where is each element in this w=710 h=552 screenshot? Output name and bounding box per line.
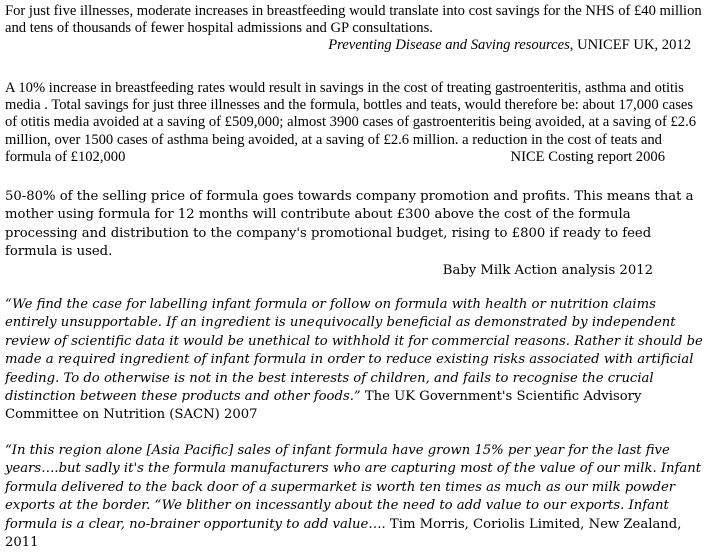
coriolis-paragraph <box>5 442 705 552</box>
nice-paragraph <box>5 80 705 166</box>
nice-source: NICE Costing report 2006 <box>510 148 665 165</box>
unicef-source-org: , UNICEF UK, 2012 <box>569 37 691 54</box>
sacn-source: The UK Government's Scientific Advisory Committee on Nutrition (SACN) 2007 <box>5 389 642 423</box>
bma-paragraph <box>5 188 705 280</box>
nice-text <box>5 80 705 166</box>
unicef-text: For just five illnesses, moderate increases in breastfeeding would translate into cost savings for the NHS of £40 million and tens of thousands of fewer hospital admissions and GP consultations. <box>5 3 702 37</box>
unicef-source-title: Preventing Disease and Saving resources <box>328 37 570 54</box>
sacn-quote: “We find the case for labelling infant formula or follow on formula with health or nutrition claims entirely unsupportable. If an ingredient is unequivocally beneficial as demonstrated by independent review of scientific data it would be unethical to withhold it for commercial reasons. Rather it should be made a required ingredient of infant formula in order to reduce existing risks associated with artificial feeding. To do otherwise is not in the best interests of children, and fails to recognise the crucial distinction between these products and other foods.” <box>5 297 703 405</box>
sacn-paragraph <box>5 296 705 425</box>
unicef-paragraph <box>5 3 705 55</box>
unicef-citation <box>5 37 705 54</box>
coriolis-source: Tim Morris, Coriolis Limited, New Zealand, 2011 <box>5 516 682 551</box>
bma-text: 50-80% of the selling price of formula goes towards company promotion and profits. This means that a mother using formula for 12 months will contribute about £300 above the cost of the formula processing and distribution to the company's promotional budget, rising to £800 if ready to feed formula is used. <box>5 189 694 260</box>
nice-body: A 10% increase in breastfeeding rates would result in savings in the cost of treating gastroenteritis, asthma and otitis media . Total savings for just three illnesses and the formula, bottles and teats, would therefore be: about 17,000 cases of otitis media avoided at a saving of £509,000; almost 3900 cases of gastroenteritis being avoided, at a saving of £2.6 million, over 1500 cases of asthma being avoided, at a saving of £2.6 million. a reduction in the cost of teats and formula of £102,000 <box>5 80 697 165</box>
sacn-text <box>5 296 705 425</box>
coriolis-quote: “In this region alone [Asia Pacific] sales of infant formula have grown 15% per year for the last five years….but sadly it's the formula manufacturers who are capturing most of the value of our milk. Infant formula delivered to the back door of a supermarket is worth ten times as much as our milk powder exports at the border. “We blither on incessantly about the need to add value to our exports. Infant formula is a clear, no-brainer opportunity to add value…. <box>5 443 702 532</box>
coriolis-text <box>5 442 705 552</box>
bma-source: Baby Milk Action analysis 2012 <box>442 262 653 278</box>
